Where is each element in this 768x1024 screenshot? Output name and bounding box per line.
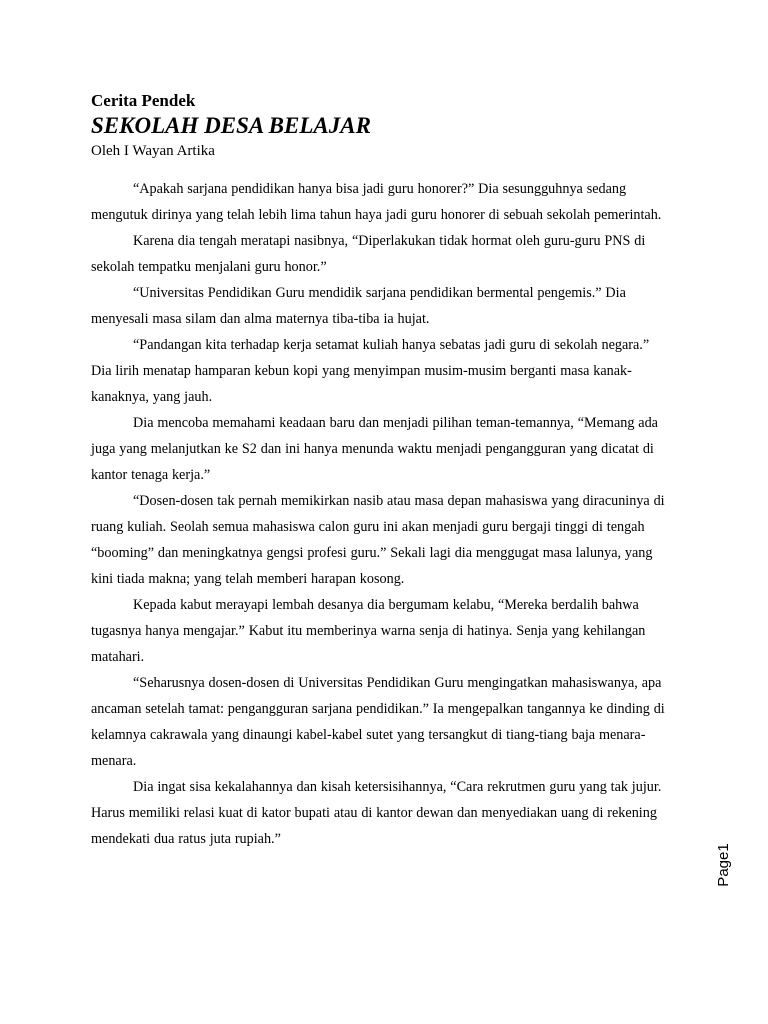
story-title: SEKOLAH DESA BELAJAR bbox=[91, 113, 371, 138]
document-body bbox=[91, 90, 669, 852]
genre-label: Cerita Pendek bbox=[91, 91, 196, 110]
author-line: Oleh I Wayan Artika bbox=[91, 143, 215, 159]
paragraph: Dia mencoba memahami keadaan baru dan menjadi pilihan teman-temannya, “Memang ada juga yang melanjutkan ke S2 dan ini hanya menunda waktu menjadi pengangguran yang dicatat di kantor tenaga kerja.” bbox=[91, 415, 658, 483]
paragraph: “Universitas Pendidikan Guru mendidik sarjana pendidikan bermental pengemis.” Dia menyesali masa silam dan alma maternya tiba-tiba ia hujat. bbox=[91, 285, 626, 327]
paragraph: “Seharusnya dosen-dosen di Universitas Pendidikan Guru mengingatkan mahasiswanya, apa ancaman setelah tamat: pengangguran sarjana pendidikan.” Ia mengepalkan tangannya ke dinding di kelamnya cakrawala yang dinaungi kabel-kabel sutet yang tersangkut di tiang-tiang baja menara-menara. bbox=[91, 675, 665, 769]
paragraph: “Pandangan kita terhadap kerja setamat kuliah hanya sebatas jadi guru di sekolah negara.” Dia lirih menatap hamparan kebun kopi yang menyimpan musim-musim berganti masa kanak-kanaknya, yang jauh. bbox=[91, 337, 650, 405]
paragraph: “Apakah sarjana pendidikan hanya bisa jadi guru honorer?” Dia sesungguhnya sedang mengutuk dirinya yang telah lebih lima tahun haya jadi guru honorer di sebuah sekolah pemerintah. bbox=[91, 181, 662, 223]
paragraph: Kepada kabut merayapi lembah desanya dia bergumam kelabu, “Mereka berdalih bahwa tugasnya hanya mengajar.” Kabut itu memberinya warna senja di hatinya. Senja yang kehilangan matahari. bbox=[91, 597, 646, 665]
paragraph: Dia ingat sisa kekalahannya dan kisah ketersisihannya, “Cara rekrutmen guru yang tak jujur. Harus memiliki relasi kuat di kator bupati atau di kantor dewan dan menyediakan uang di rekening mendekati dua ratus juta rupiah.” bbox=[91, 779, 662, 847]
paragraph: “Dosen-dosen tak pernah memikirkan nasib atau masa depan mahasiswa yang diracuninya di ruang kuliah. Seolah semua mahasiswa calon guru ini akan menjadi guru bergaji tinggi di tengah “booming” dan meningkatnya gengsi profesi guru.” Sekali lagi dia menggugat masa lalunya, yang kini tiada makna; yang telah memberi harapan kosong. bbox=[91, 493, 665, 587]
page-number: Page1 bbox=[715, 843, 732, 887]
paragraph: Karena dia tengah meratapi nasibnya, “Diperlakukan tidak hormat oleh guru-guru PNS di sekolah tempatku menjalani guru honor.” bbox=[91, 233, 646, 275]
